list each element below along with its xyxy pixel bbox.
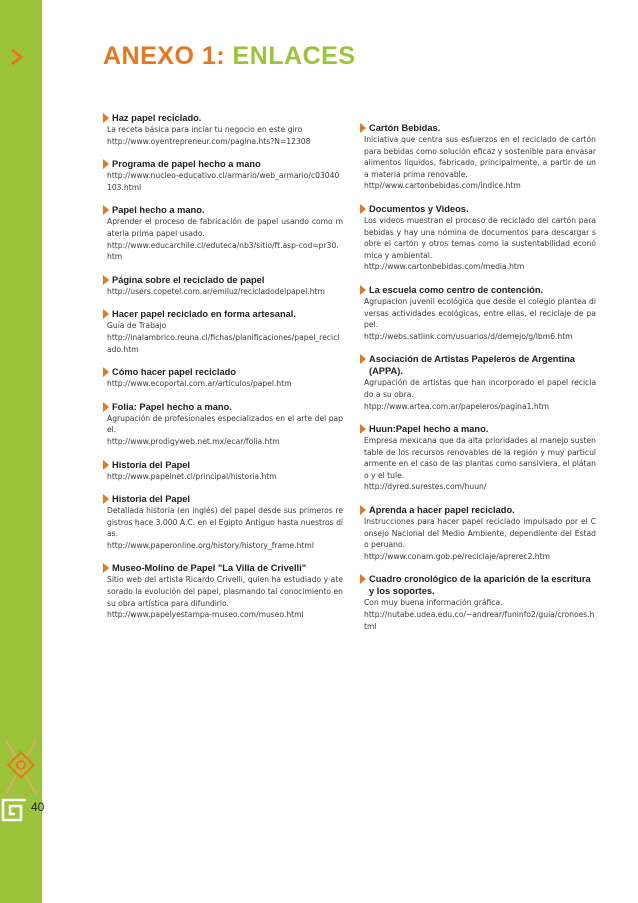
- link-entry-description: Iniciativa que centra sus esfuerzos en el reciclado de cartón para bebidas como solución eficaz y sostenible para envasar alimentos líquidos, fabricado, principalmente, a partir de una materia prima renovable.: [364, 135, 596, 179]
- link-entry-title: [360, 573, 596, 597]
- link-entry-url[interactable]: http://inalambrico.reuna.cl/fichas/planificaciones/papel_reciclado.htm: [107, 332, 340, 354]
- link-entry-title-text: La escuela como centro de contención.: [369, 284, 544, 295]
- link-entry: [103, 158, 343, 193]
- link-entry-description: Empresa mexicana que da alta prioridades al manejo sustentable de los recursos renovables de la región y muy particularmente en el caso de las plantas como sansiviera, el plátano y el tule.: [364, 436, 596, 480]
- spiral-corner-icon: [0, 797, 26, 823]
- link-entry-title-text: Programa de papel hecho a mano: [112, 159, 261, 170]
- link-entry-title: [360, 122, 596, 134]
- link-entry-title: [103, 493, 343, 505]
- link-entry-description: Sitio web del artista Ricardo Crivelli, quien ha estudiado y atesorado la evolución del papel, plasmando tal conocimiento en su obra artística para difundirlo.: [107, 575, 343, 608]
- link-entry-title: [360, 203, 596, 215]
- link-entry-title: [360, 353, 596, 377]
- link-entry-title-text: Cuadro cronológico de la aparición de la escritura y los soportes.: [369, 574, 591, 597]
- triangle-bullet-icon: [103, 563, 109, 573]
- link-entry: [103, 112, 343, 147]
- title-part-links: ENLACES: [232, 42, 356, 70]
- triangle-bullet-icon: [360, 354, 366, 364]
- link-entry-title-text: Aprenda a hacer papel reciclado.: [369, 505, 515, 516]
- link-entry-url[interactable]: http://www.papelyestampa-museo.com/museo.html: [107, 610, 304, 620]
- link-entry-title-text: Hacer papel reciclado en forma artesanal.: [112, 309, 296, 320]
- link-entry-url[interactable]: http://www.oyentrepreneur.com/pagina.hts?N=12308: [107, 136, 311, 146]
- link-entry: [360, 122, 596, 192]
- link-entry-description: Guía de Trabajo: [107, 321, 167, 331]
- link-entry-description: Con muy buena información gráfica.: [364, 598, 503, 608]
- link-entry-description: Detallada historia (en inglés) del papel desde sus primeros registros hace 3.000 A.C. en el Egipto Antiguo hasta nuestros días.: [107, 506, 343, 539]
- triangle-bullet-icon: [103, 309, 109, 319]
- link-entry: [103, 274, 343, 298]
- triangle-bullet-icon: [360, 505, 366, 515]
- triangle-bullet-icon: [103, 159, 109, 169]
- chevron-right-icon: [8, 48, 26, 66]
- link-entry-title: [360, 504, 596, 516]
- link-entry-title: [360, 423, 596, 435]
- link-entry-description: La receta básica para inciar tu negocio en este giro: [107, 125, 303, 134]
- title-part-annex: ANEXO 1:: [103, 42, 226, 70]
- link-entry: [360, 573, 596, 632]
- link-entry-title: [103, 562, 343, 574]
- link-entry: [103, 493, 343, 551]
- link-entry-title: [103, 158, 343, 170]
- link-entry-title: [103, 204, 343, 216]
- page-title: [103, 42, 356, 70]
- link-entry-url[interactable]: http://www.nucleo-educativo.cl/armario/web_armario/c03040103.html: [107, 171, 340, 192]
- triangle-bullet-icon: [103, 205, 109, 215]
- link-entry-url[interactable]: http://users.copetel.com.ar/emiluz/recicladodelpapel.htm: [107, 286, 325, 296]
- link-entry-url[interactable]: http://webs.satlink.com/usuarios/d/demejo/g/lbm6.htm: [364, 331, 573, 341]
- link-entry-description: Instrucciones para hacer papel reciclado impulsado por el Consejo Nacional del Medio Ambiente, dependiente del Estado peruano.: [364, 517, 596, 550]
- link-entry-title: [103, 401, 343, 413]
- link-entry-title-text: Folia: Papel hecho a mano.: [112, 401, 232, 412]
- link-entry: [103, 308, 343, 355]
- link-entry-title: [103, 459, 343, 471]
- link-entry: [360, 284, 596, 342]
- link-entry-url[interactable]: http://www.conam.gob.pe/reciclaje/aprerec2.htm: [364, 551, 550, 561]
- link-entry-description: Agrupación de profesionales especializados en el arte del papel.: [107, 413, 343, 435]
- triangle-bullet-icon: [360, 285, 366, 295]
- link-entry-url[interactable]: htpp://www.artea.com.ar/papeleros/pagina1.htm: [364, 401, 550, 411]
- link-entry-title-text: Página sobre el reciclado de papel: [112, 274, 265, 285]
- link-entry: [103, 401, 343, 448]
- link-entry-title-text: Documentos y Videos.: [369, 203, 469, 214]
- triangle-bullet-icon: [103, 402, 109, 412]
- link-entry-url[interactable]: http//www.cartonbebidas.com/indice.htm: [364, 181, 521, 191]
- triangle-bullet-icon: [360, 123, 366, 133]
- link-entry-description: Agrupación de artistas que han incorporado el papel reciclado a su obra.: [364, 378, 596, 399]
- link-entry: [360, 353, 596, 412]
- link-entry-title: [103, 366, 343, 378]
- link-entry-url[interactable]: http://nutabe.udea.edu.co/~andrear/funinfo2/guia/cronoes.html: [364, 610, 595, 631]
- link-entry-description: Agrupacion juvenil ecológica que desde el colegio plantea diversas actividades ecológicas, entre ellas, el reciclaje de papel.: [364, 296, 596, 330]
- page-number: 40: [31, 800, 45, 814]
- link-entry-title-text: Asociación de Artistas Papeleros de Argentina (APPA).: [369, 354, 575, 377]
- link-entry: [103, 562, 343, 620]
- diamond-ornament-icon: [2, 738, 40, 796]
- link-entry-url[interactable]: http://www.prodigyweb.net.mx/ecar/folia.htm: [107, 436, 280, 446]
- triangle-bullet-icon: [103, 275, 109, 285]
- link-entry: [103, 366, 343, 390]
- link-entry-title-text: Huun:Papel hecho a mano.: [369, 424, 489, 435]
- triangle-bullet-icon: [103, 113, 109, 123]
- link-entry-title: [360, 284, 596, 296]
- link-entry-url[interactable]: http://www.cartonbebidas.com/media.htm: [364, 262, 525, 272]
- link-entry: [360, 423, 596, 493]
- right-links-column: [360, 122, 596, 643]
- link-entry-title-text: Papel hecho a mano.: [112, 205, 205, 216]
- link-entry: [103, 459, 343, 483]
- triangle-bullet-icon: [103, 460, 109, 470]
- triangle-bullet-icon: [360, 424, 366, 434]
- link-entry: [360, 504, 596, 562]
- link-entry-title-text: Cartón Bebidas.: [369, 123, 441, 133]
- link-entry-url[interactable]: http://www.ecoportal.com.ar/articulos/papel.htm: [107, 379, 292, 389]
- triangle-bullet-icon: [360, 574, 366, 584]
- link-entry-title-text: Cómo hacer papel reciclado: [112, 367, 237, 378]
- link-entry-url[interactable]: http://dyred.surestes.com/huun/: [364, 482, 487, 492]
- link-entry-title: [103, 274, 343, 286]
- link-entry-description: Los videos muestran el proceso de reciclado del cartón para bebidas y hay una nómina de documentos para descargar sobre el cartón y otros temas como la sustentabilidad económica y ambiental.: [364, 215, 596, 260]
- link-entry-url[interactable]: http://www.educarchile.cl/eduteca/nb3/sitio/ft.asp-cod=pr30.htm: [107, 240, 339, 262]
- link-entry-title: [103, 112, 343, 124]
- link-entry-title: [103, 308, 343, 320]
- link-entry: [360, 203, 596, 273]
- link-entry-title-text: Museo-Molino de Papel "La Villa de Crivelli": [112, 563, 307, 574]
- link-entry-title-text: Historia del Papel: [112, 494, 191, 505]
- left-links-column: [103, 112, 343, 632]
- triangle-bullet-icon: [103, 367, 109, 377]
- link-entry-title-text: Haz papel reciclado.: [112, 113, 202, 123]
- triangle-bullet-icon: [103, 494, 109, 504]
- link-entry: [103, 204, 343, 262]
- link-entry-description: Aprender el proceso de fabricación de papel usando como materia prima papel usado.: [107, 217, 343, 238]
- triangle-bullet-icon: [360, 204, 366, 214]
- link-entry-title-text: Historia del Papel: [112, 459, 191, 470]
- link-entry-url[interactable]: http://www.paperonline.org/history/history_frame.html: [107, 540, 314, 550]
- link-entry-url[interactable]: http://www.papelnet.cl/principal/historia.htm: [107, 471, 277, 481]
